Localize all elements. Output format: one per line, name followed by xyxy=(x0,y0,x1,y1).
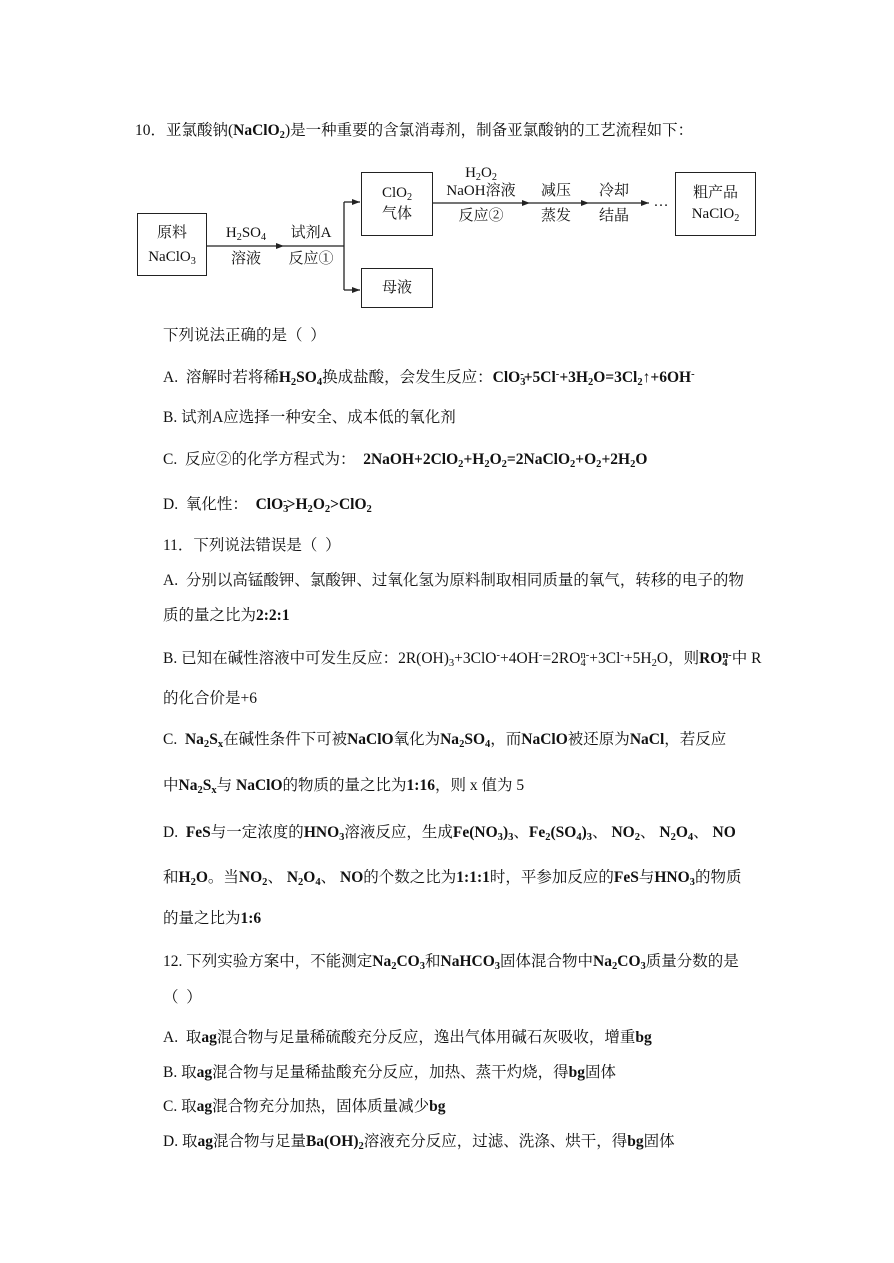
text-run: 、 xyxy=(639,824,660,841)
q12-stem xyxy=(163,950,739,974)
bold-text: bg xyxy=(568,1064,585,1081)
subscript: 3 xyxy=(520,377,526,389)
superscript: - xyxy=(520,368,524,380)
q11-option-c-line-1 xyxy=(163,728,726,752)
text-run: B. 已知在碱性溶液中可发生反应： xyxy=(163,650,399,667)
q10-option-d xyxy=(163,493,372,517)
subscript: 2 xyxy=(634,832,640,844)
subscript: 2 xyxy=(545,832,551,844)
subscript: 2 xyxy=(491,172,497,184)
text-run: 与一定浓度的 xyxy=(210,824,304,841)
q10-option-b: B. 试剂A应选择一种安全、成本低的氧化剂 xyxy=(163,409,456,426)
bold-text: +O xyxy=(575,451,597,468)
bold-text: FeS xyxy=(185,824,211,841)
text-run: 混合物与足量 xyxy=(212,1133,306,1150)
text-run: 固体 xyxy=(643,1133,675,1150)
q12-option-a xyxy=(163,1026,652,1050)
q11-option-d-line-2 xyxy=(163,866,741,890)
subscript: 2 xyxy=(197,785,203,797)
bold-text: >H xyxy=(286,496,308,513)
clo2-state-label: 气体 xyxy=(381,206,412,222)
mother-liquor-label: 母液 xyxy=(381,279,412,296)
bold-text: O xyxy=(675,824,688,841)
q11-option-d-line-3 xyxy=(163,907,261,931)
text-run: 混合物充分加热，固体质量减少 xyxy=(212,1098,430,1115)
bold-text: 1:16 xyxy=(406,777,435,794)
text-run: ，则 x 值为 5 xyxy=(434,777,525,794)
subscript: 4 xyxy=(261,232,267,244)
text-run: =2RO xyxy=(542,650,581,667)
text-run: 与 xyxy=(638,869,655,886)
superscript: - xyxy=(555,368,560,380)
bold-text: Na xyxy=(593,953,612,970)
text-run: 12. 下列实验方案中，不能测定 xyxy=(163,953,373,970)
step2-reaction-label: 反应① xyxy=(288,251,334,267)
bold-text: 2:2:1 xyxy=(256,607,290,624)
text-run: 换成盐酸，会发生反应： xyxy=(322,369,493,386)
text-run: 混合物与足量稀硫酸充分反应，逸出气体用碱石灰吸收，增重 xyxy=(216,1029,636,1046)
q11-option-a-line-1: A. 分别以高锰酸钾、氯酸钾、过氧化氢为原料制取相同质量的氧气，转移的电子的物 xyxy=(163,572,744,589)
bold-text: Na xyxy=(184,731,204,748)
bold-text: >ClO xyxy=(330,496,367,513)
bold-text: +2H xyxy=(601,451,631,468)
bold-text: HNO xyxy=(654,869,690,886)
text-run: ，若反应 xyxy=(664,731,727,748)
step3-reagent-label-1 xyxy=(441,164,521,182)
bold-text: NO xyxy=(340,869,364,886)
subscript: 3 xyxy=(586,832,593,844)
q11-option-a-line-2 xyxy=(163,604,290,628)
ellipsis: … xyxy=(653,194,669,210)
q11-option-b-line-1 xyxy=(163,647,761,671)
text-run: A. 溶解时若将稀 xyxy=(163,369,279,386)
bold-text: =2NaClO xyxy=(506,451,571,468)
text-run: 与 xyxy=(216,777,237,794)
subscript: 2 xyxy=(630,459,636,471)
text-run: 的个数之比为 xyxy=(363,869,457,886)
text-run: +3ClO xyxy=(454,650,497,667)
bold-text: Ba(OH) xyxy=(305,1133,359,1150)
q12-option-d xyxy=(163,1130,675,1154)
bold-text: RO xyxy=(699,650,723,667)
bold-text: ag xyxy=(197,1133,213,1150)
bold-text: Na xyxy=(440,731,460,748)
subscript: 2 xyxy=(670,832,676,844)
q12-option-c xyxy=(163,1095,445,1119)
text-run: +5H xyxy=(623,650,652,667)
subscript: 2 xyxy=(484,459,490,471)
q12-option-b xyxy=(163,1061,616,1085)
text-run: 2R(OH) xyxy=(398,650,449,667)
bold-text: H xyxy=(178,869,191,886)
q10-option-c xyxy=(163,448,647,472)
text-run: ClO xyxy=(381,185,407,201)
bold-text: NO xyxy=(238,869,263,886)
subscript: 2 xyxy=(458,459,464,471)
step1-condition-label: 溶液 xyxy=(230,251,261,267)
subscript: 2 xyxy=(366,504,372,516)
subscript: 2 xyxy=(734,213,740,225)
bold-text: (SO xyxy=(550,824,577,841)
crude-product-formula xyxy=(692,204,740,225)
superscript: - xyxy=(691,368,695,380)
subscript: 4 xyxy=(722,658,728,670)
step5-top-label: 冷却 xyxy=(598,183,629,199)
text-run: 、 xyxy=(513,824,529,841)
q10-option-a xyxy=(163,366,695,390)
text-run: C. xyxy=(163,731,185,748)
text-run: 被还原为 xyxy=(567,731,630,748)
text-run: )是一种重要的含氯消毒剂，制备亚氯酸钠的工艺流程如下： xyxy=(284,122,694,139)
text-run: C. 取 xyxy=(163,1098,197,1115)
q11-option-d-line-1 xyxy=(163,821,736,845)
q11-option-b-line-2: 的化合价是+6 xyxy=(163,690,257,707)
bold-text: HNO xyxy=(303,824,340,841)
subscript: 3 xyxy=(508,832,514,844)
text-run: 的物质 xyxy=(694,869,742,886)
bold-text: S xyxy=(202,777,212,794)
raw-material-box xyxy=(137,213,207,276)
text-run: 和 xyxy=(163,869,179,886)
subscript: 4 xyxy=(316,377,323,389)
bold-text: NaClO xyxy=(233,122,280,139)
text-run: +3Cl xyxy=(589,650,621,667)
crude-product-label: 粗产品 xyxy=(692,185,738,201)
subscript: 2 xyxy=(570,459,576,471)
text-run: 固体混合物中 xyxy=(500,953,594,970)
bold-text: +3H xyxy=(559,369,588,386)
subscript: 2 xyxy=(262,877,268,889)
q10-prompt: 下列说法正确的是（ ） xyxy=(163,327,326,344)
text-run: 中 R xyxy=(731,650,762,667)
bold-text: ClO xyxy=(255,496,284,513)
subscript: 2 xyxy=(475,172,481,184)
text-run: B. 取 xyxy=(163,1064,197,1081)
subscript: 2 xyxy=(651,658,657,670)
text-run: 、 xyxy=(592,824,612,841)
step3-reagent-label-2: NaOH溶液 xyxy=(446,183,516,199)
bold-text: bg xyxy=(627,1133,644,1150)
text-run: 和 xyxy=(425,953,441,970)
text-run: 溶液充分反应，过滤、洗涤、烘干，得 xyxy=(363,1133,628,1150)
bold-text: O xyxy=(303,869,316,886)
text-run: 10．亚氯酸钠( xyxy=(135,122,234,139)
text-run: 在碱性条件下可被 xyxy=(223,731,348,748)
text-run: 质的量之比为 xyxy=(163,607,257,624)
text-run: ，而 xyxy=(490,731,522,748)
q11-stem: 11．下列说法错误是（ ） xyxy=(163,537,341,554)
bold-text: CO xyxy=(617,953,641,970)
bold-text: ag xyxy=(196,1064,213,1081)
bold-text: ag xyxy=(196,1098,213,1115)
text-run: 中 xyxy=(163,777,179,794)
subscript: x xyxy=(211,785,217,797)
text-run: ，则 xyxy=(668,650,700,667)
bold-text: H xyxy=(278,369,291,386)
bold-text: NaClO xyxy=(236,777,283,794)
text-run: 混合物与足量稀盐酸充分反应，加热、蒸干灼烧，得 xyxy=(212,1064,569,1081)
text-run: 、 xyxy=(267,869,287,886)
bold-text: bg xyxy=(429,1098,446,1115)
bold-text: NaClO xyxy=(347,731,394,748)
bold-text: NO xyxy=(611,824,635,841)
text-run: 的量之比为 xyxy=(163,910,241,927)
subscript: 4 xyxy=(687,832,694,844)
bold-text: 1:6 xyxy=(240,910,262,927)
subscript: 2 xyxy=(587,377,594,389)
text-run: NaClO xyxy=(148,248,191,265)
bold-text: FeS xyxy=(613,869,639,886)
subscript: 2 xyxy=(596,459,602,471)
text-run: H xyxy=(465,165,476,181)
subscript: 3 xyxy=(339,832,345,844)
bold-text: SO xyxy=(464,731,486,748)
subscript: 2 xyxy=(324,504,331,516)
bold-text: Na xyxy=(372,953,392,970)
text-run: D. xyxy=(163,824,186,841)
subscript: 3 xyxy=(494,961,501,973)
bold-text: SO xyxy=(296,369,317,386)
subscript: 2 xyxy=(612,961,618,973)
text-run: 氧化为 xyxy=(393,731,441,748)
text-run: A. 取 xyxy=(163,1029,202,1046)
subscript: 2 xyxy=(236,232,242,244)
subscript: 2 xyxy=(307,504,313,516)
step3-reaction-label: 反应② xyxy=(458,208,504,224)
bold-text: N xyxy=(659,824,671,841)
crude-product-box xyxy=(675,172,756,236)
subscript: 3 xyxy=(419,961,425,973)
step2-reagent-label: 试剂A xyxy=(290,225,332,241)
bold-text: Na xyxy=(178,777,198,794)
text-run: D. 取 xyxy=(163,1133,198,1150)
subscript: 2 xyxy=(290,377,297,389)
superscript: n- xyxy=(722,649,732,661)
subscript: 2 xyxy=(279,130,285,142)
bold-text: O=3Cl xyxy=(593,369,638,386)
bold-text: NaClO xyxy=(521,731,568,748)
text-run: 固体 xyxy=(584,1064,616,1081)
subscript: 2 xyxy=(459,739,465,751)
text-run: O xyxy=(481,165,492,181)
bold-text: Fe(NO xyxy=(452,824,498,841)
text-run: O xyxy=(656,650,669,667)
bold-text: N xyxy=(286,869,299,886)
text-run: 时，平参加反应的 xyxy=(489,869,614,886)
text-run: 的物质的量之比为 xyxy=(282,777,407,794)
raw-material-label: 原料 xyxy=(156,224,187,241)
subscript: 2 xyxy=(298,877,304,889)
raw-material-formula xyxy=(148,245,196,269)
subscript: 3 xyxy=(689,877,695,889)
text-run: +4OH xyxy=(500,650,539,667)
bold-text: 1:1:1 xyxy=(456,869,490,886)
subscript: 2 xyxy=(190,877,196,889)
bold-text: +H xyxy=(463,451,485,468)
bold-text: O xyxy=(195,869,208,886)
superscript: n- xyxy=(580,649,590,661)
text-run: 、 xyxy=(320,869,341,886)
mother-liquor-box xyxy=(361,268,433,308)
superscript: - xyxy=(496,649,501,661)
bold-text: NO xyxy=(712,824,736,841)
subscript: 3 xyxy=(190,255,196,267)
q12-stem-blank: （ ） xyxy=(163,989,202,1006)
superscript: - xyxy=(538,649,543,661)
subscript: 3 xyxy=(448,658,455,670)
text-run: 质量分数的是 xyxy=(645,953,739,970)
bold-text: NaHCO xyxy=(440,953,495,970)
bold-text: Fe xyxy=(528,824,546,841)
bold-text: O xyxy=(489,451,502,468)
subscript: 3 xyxy=(640,961,646,973)
subscript: 3 xyxy=(497,832,503,844)
bold-text: NaCl xyxy=(629,731,665,748)
bold-text: ) xyxy=(502,824,509,841)
bold-text: CO xyxy=(396,953,420,970)
superscript: - xyxy=(620,649,624,661)
clo2-gas-box xyxy=(361,172,433,236)
step4-top-label: 减压 xyxy=(540,183,571,199)
step4-bottom-label: 蒸发 xyxy=(540,208,571,224)
text-run: SO xyxy=(241,225,262,241)
subscript: 2 xyxy=(501,459,507,471)
bold-text: ClO xyxy=(492,369,521,386)
text-run: 。当 xyxy=(207,869,239,886)
bold-text: bg xyxy=(635,1029,652,1046)
bold-text: ) xyxy=(581,824,587,841)
bold-text: 2NaOH+2ClO xyxy=(363,451,459,468)
bold-text: O xyxy=(635,451,648,468)
clo2-formula xyxy=(382,183,412,204)
subscript: x xyxy=(217,739,224,751)
subscript: 4 xyxy=(315,877,321,889)
text-run: 、 xyxy=(693,824,713,841)
subscript: 2 xyxy=(637,377,643,389)
bold-text: O xyxy=(312,496,325,513)
subscript: 4 xyxy=(576,832,582,844)
text-run: D. 氧化性： xyxy=(163,496,256,513)
step5-bottom-label: 结晶 xyxy=(598,208,629,224)
subscript: 4 xyxy=(485,739,491,751)
subscript: 2 xyxy=(406,192,413,204)
text-run: 溶液反应，生成 xyxy=(344,824,453,841)
subscript: 3 xyxy=(283,504,289,516)
q11-option-c-line-2 xyxy=(163,774,524,798)
subscript: 2 xyxy=(391,961,397,973)
text-run: NaClO xyxy=(691,206,735,222)
text-run: H xyxy=(225,225,237,241)
bold-text: ag xyxy=(201,1029,217,1046)
bold-text: ↑+6OH xyxy=(642,369,692,386)
subscript: 2 xyxy=(358,1141,364,1153)
subscript: 4 xyxy=(580,658,586,670)
bold-text: +5Cl xyxy=(523,369,556,386)
superscript: - xyxy=(283,495,287,507)
text-run: C. 反应②的化学方程式为： xyxy=(163,451,364,468)
subscript: 2 xyxy=(203,739,210,751)
bold-text: S xyxy=(209,731,218,748)
